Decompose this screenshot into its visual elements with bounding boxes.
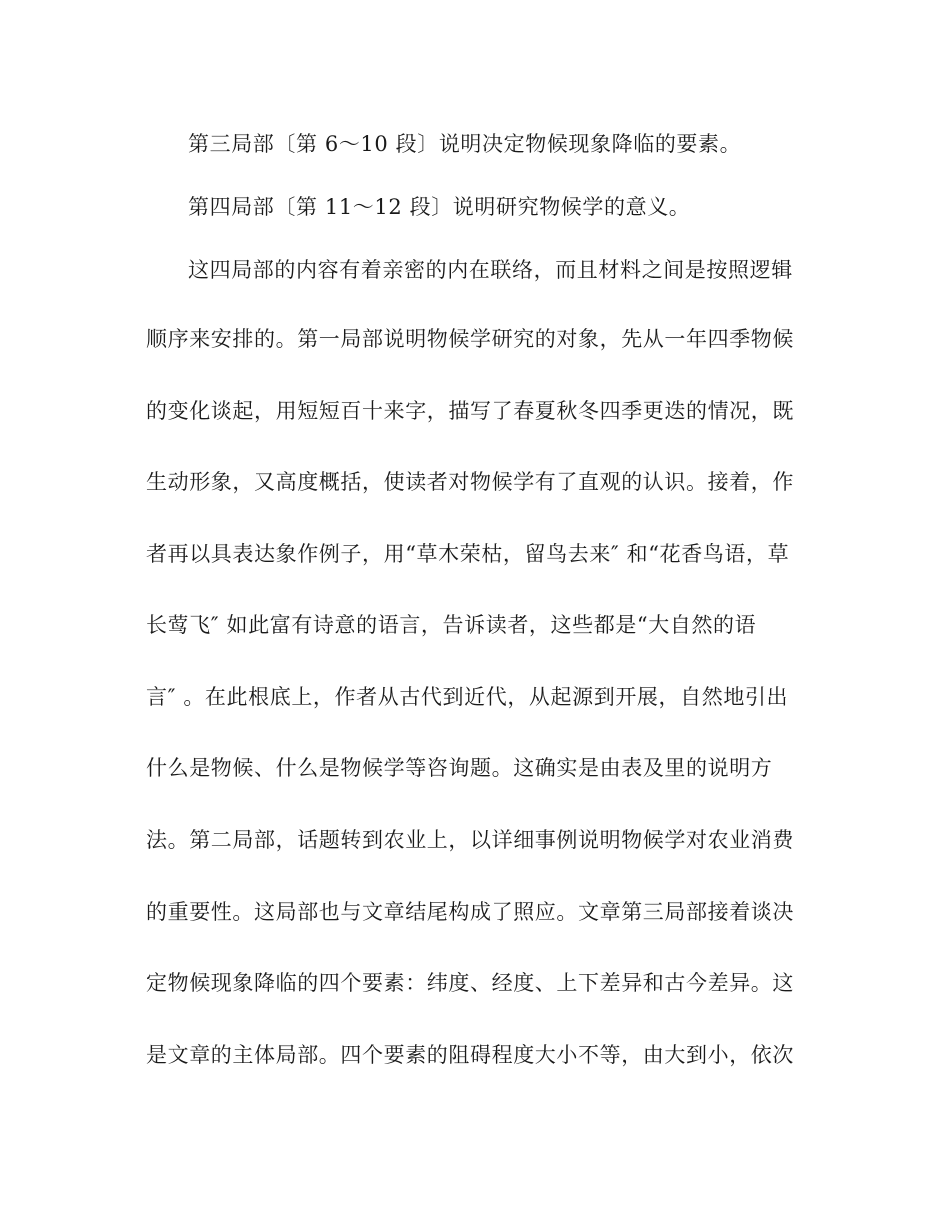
paragraph-line-6: 生动形象，又高度概括，使读者对物候学有了直观的认识。接着，作 <box>146 470 794 494</box>
paragraph-line-5: 的变化谈起，用短短百十来字，描写了春夏秋冬四季更迭的情况，既 <box>146 399 794 423</box>
paragraph-line-14: 是文章的主体局部。四个要素的阻碍程度大小不等，由大到小，依次 <box>146 1043 794 1067</box>
paragraph-line-2: 第四局部〔第 11～12 段〕说明研究物候学的意义。 <box>188 195 691 219</box>
paragraph-line-1: 第三局部〔第 6～10 段〕说明决定物候现象降临的要素。 <box>188 132 742 156</box>
paragraph-line-3: 这四局部的内容有着亲密的内在联络，而且材料之间是按照逻辑 <box>188 258 793 282</box>
paragraph-line-9: 言″ 。在此根底上，作者从古代到近代，从起源到开展，自然地引出 <box>146 685 789 709</box>
paragraph-line-12: 的重要性。这局部也与文章结尾构成了照应。文章第三局部接着谈决 <box>146 900 794 924</box>
paragraph-line-8: 长莺飞″ 如此富有诗意的语言，告诉读者，这些都是“大自然的语 <box>146 613 757 637</box>
paragraph-line-11: 法。第二局部，话题转到农业上，以详细事例说明物候学对农业消费 <box>146 828 794 852</box>
paragraph-line-7: 者再以具表达象作例子，用“草木荣枯，留鸟去来″ 和“花香鸟语，草 <box>146 542 790 566</box>
paragraph-line-10: 什么是物候、什么是物候学等咨询题。这确实是由表及里的说明方 <box>146 756 773 780</box>
paragraph-line-13: 定物候现象降临的四个要素：纬度、经度、上下差异和古今差异。这 <box>146 971 794 995</box>
paragraph-line-4: 顺序来安排的。第一局部说明物候学研究的对象，先从一年四季物候 <box>146 327 794 351</box>
